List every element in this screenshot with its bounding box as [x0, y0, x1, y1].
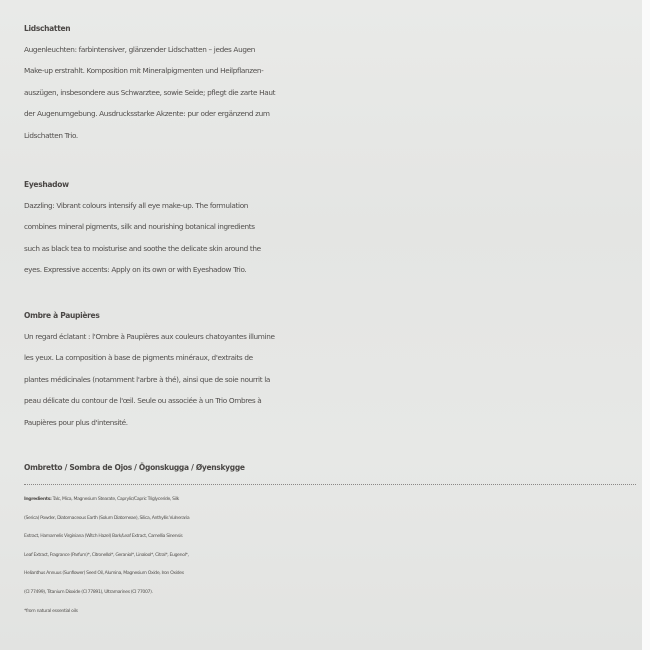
- footnote: *from natural essential oils: [24, 608, 78, 614]
- ingredients-text: Talc, Mica, Magnesium Stearate, Caprylic/Capric Triglyceride, Silk: [51, 497, 179, 502]
- text-line: Dazzling: Vibrant colours intensify all eye make-up. The formulation: [24, 201, 249, 210]
- section-lidschatten: [24, 18, 636, 146]
- text-line: Paupières pour plus d'intensité.: [24, 417, 128, 427]
- text-line: combines mineral pigments, silk and nourishing botanical ingredients: [24, 222, 255, 232]
- ingredients-line: (Serica) Powder, Diatomaceous Earth (Solum Diatomeae), Silica, Anthyllis Vulneraria: [24, 515, 190, 521]
- page-edge: [642, 0, 650, 650]
- ingredients-label: Ingredients:: [24, 497, 52, 502]
- text-line: Un regard éclatant : l'Ombre à Paupières aux couleurs chatoyantes illumine: [24, 332, 275, 341]
- section-heading: Lidschatten: [24, 24, 71, 33]
- section-other-names: [24, 457, 636, 478]
- text-line: such as black tea to moisturise and soothe the delicate skin around the: [24, 243, 261, 253]
- dotted-divider: [24, 484, 636, 485]
- text-line: Augenleuchten: farbintensiver, glänzender Lidschatten – jedes Augen: [24, 45, 256, 54]
- text-line: Lidschatten Trio.: [24, 130, 78, 140]
- text-line: peau délicate du contour de l'œil. Seule ou associée à un Trio Ombres à: [24, 396, 262, 406]
- text-line: auszügen, insbesondere aus Schwarztee, sowie Seide; pflegt die zarte Haut: [24, 87, 276, 97]
- names-heading: Ombretto / Sombra de Ojos / Ögonskugga / Øyenskygge: [24, 463, 245, 472]
- ingredients-line: Extract, Hamamelis Virginiana (Witch Hazel) Bark/Leaf Extract, Camellia Sinensis: [24, 534, 183, 540]
- text-line: eyes. Expressive accents: Apply on its own or with Eyeshadow Trio.: [24, 265, 247, 275]
- section-ombre-a-paupieres: [24, 305, 636, 433]
- section-ingredients: [24, 491, 636, 621]
- section-heading: Eyeshadow: [24, 180, 69, 189]
- text-line: plantes médicinales (notamment l'arbre à thé), ainsi que de soie nourrit la: [24, 374, 270, 384]
- section-eyeshadow: [24, 174, 636, 281]
- ingredients-line: Helianthus Annuus (Sunflower) Seed Oil, Alumina, Magnesium Oxide, Iron Oxides: [24, 571, 184, 577]
- section-heading: Ombre à Paupières: [24, 311, 100, 320]
- text-line: der Augenumgebung. Ausdrucksstarke Akzente: pur oder ergänzend zum: [24, 109, 270, 119]
- ingredients-line: [24, 491, 636, 510]
- text-line: les yeux. La composition à base de pigments minéraux, d'extraits de: [24, 353, 253, 363]
- text-line: Make-up erstrahlt. Komposition mit Mineralpigmenten und Heilpflanzen-: [24, 66, 264, 76]
- ingredients-line: (CI 77499), Titanium Dioxide (CI 77891), Ultramarines (CI 77007).: [24, 589, 153, 595]
- ingredients-line: Leaf Extract, Fragrance (Parfum)*, Citronellol*, Geraniol*, Linalool*, Citral*, Eugenol*,: [24, 552, 189, 558]
